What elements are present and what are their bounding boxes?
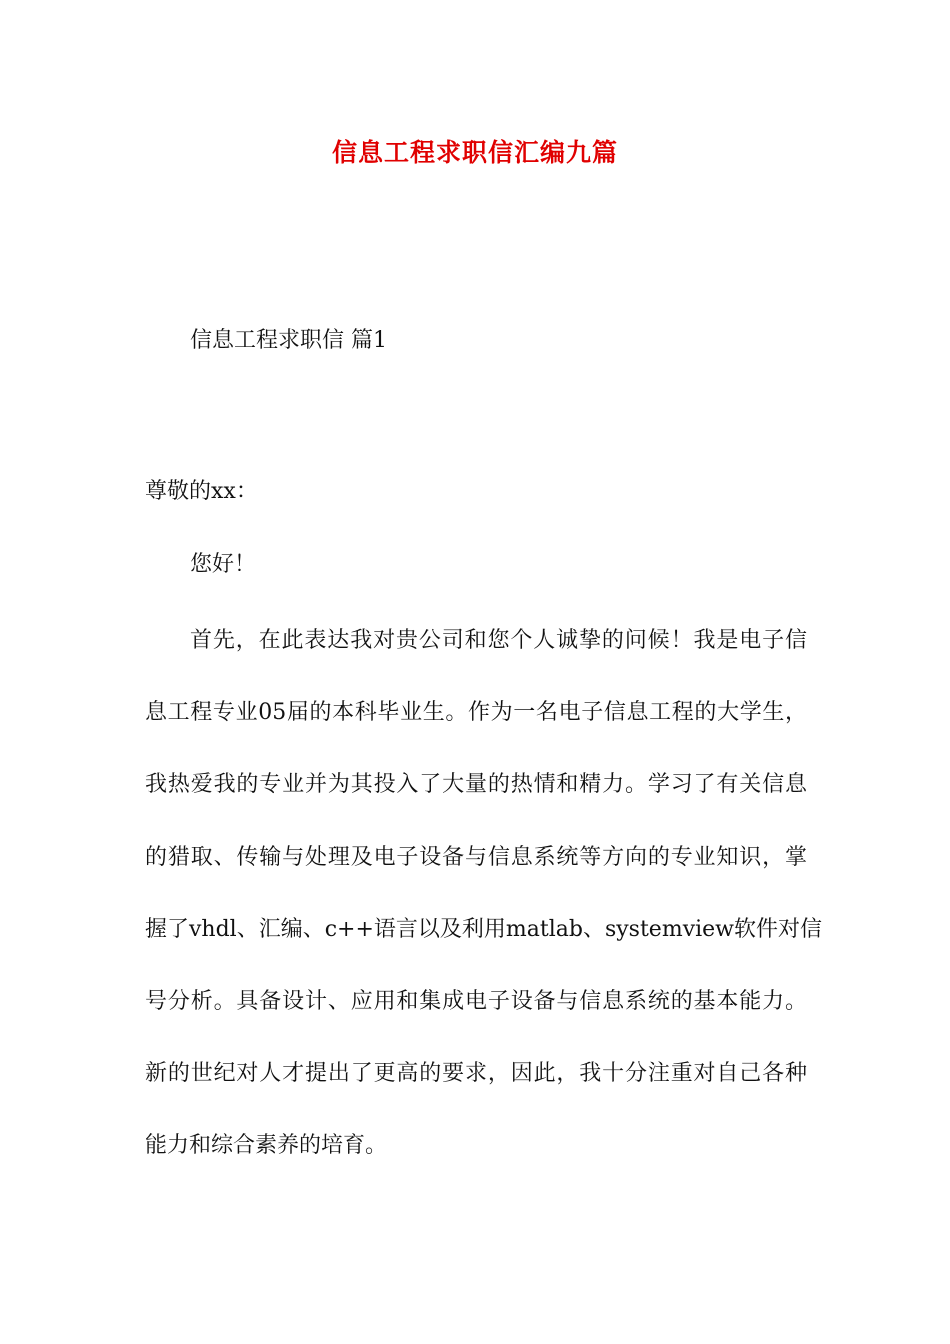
paragraph-line: 息工程专业05届的本科毕业生。作为一名电子信息工程的大学生， (145, 700, 807, 726)
greeting: 您好！ (190, 552, 257, 577)
section-heading: 信息工程求职信 篇1 (190, 328, 387, 353)
paragraph-line: 能力和综合素养的培育。 (145, 1133, 388, 1159)
paragraph-line: 的猎取、传输与处理及电子设备与信息系统等方向的专业知识，掌 (145, 844, 807, 870)
body-paragraph (145, 605, 823, 1183)
paragraph-line: 首先，在此表达我对贵公司和您个人诚挚的问候！我是电子信 (190, 628, 807, 653)
paragraph-line: 握了vhdl、汇编、c++语言以及利用matlab、systemview软件对信 (145, 916, 823, 942)
paragraph-line: 号分析。具备设计、应用和集成电子设备与信息系统的基本能力。 (145, 988, 807, 1014)
salutation: 尊敬的xx： (145, 479, 258, 504)
document-title: 信息工程求职信汇编九篇 (331, 138, 618, 167)
paragraph-line: 新的世纪对人才提出了更高的要求，因此，我十分注重对自己各种 (145, 1061, 807, 1087)
paragraph-line: 我热爱我的专业并为其投入了大量的热情和精力。学习了有关信息 (145, 772, 807, 798)
